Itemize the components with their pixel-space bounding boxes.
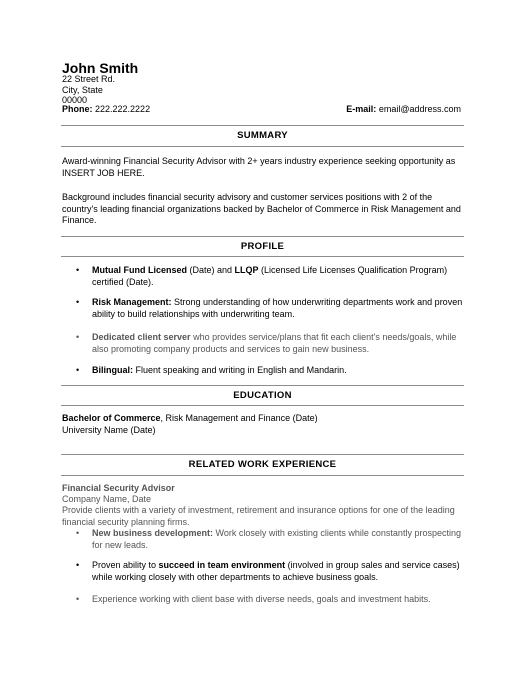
bullet-icon: • [76, 365, 80, 375]
divider [61, 146, 464, 147]
bullet-icon: • [76, 528, 80, 538]
experience-item: • New business development: Work closely with existing clients while constantly prospecting for new leads. [76, 528, 461, 550]
section-heading-education: EDUCATION [233, 390, 292, 401]
bullet-icon: • [76, 265, 80, 275]
phone-line [62, 104, 150, 115]
bullet-icon: • [76, 297, 80, 307]
section-heading-summary: SUMMARY [237, 130, 288, 141]
profile-item: • Bilingual: Fluent speaking and writing in English and Mandarin. [76, 365, 347, 375]
experience-item: • Experience working with client base with diverse needs, goals and investment habits. [76, 594, 431, 604]
section-heading-profile: PROFILE [240, 241, 285, 252]
address-zip: 00000 [62, 95, 88, 105]
phone-number: 222.222.2222 [95, 104, 151, 114]
profile-item: • Mutual Fund Licensed (Date) and LLQP (Licensed Life Licenses Qualification Program) certified (Date). [76, 265, 448, 287]
bullet-icon: • [76, 594, 80, 604]
divider [61, 256, 464, 257]
divider [61, 385, 464, 386]
email-address: email@address.com [378, 104, 461, 114]
candidate-name: John Smith [62, 60, 139, 76]
divider [61, 236, 464, 237]
email-line [346, 104, 461, 115]
job-company: Company Name, Date [62, 494, 152, 504]
bullet-icon: • [76, 332, 80, 342]
email-label: E-mail: [346, 104, 377, 114]
profile-item: • Risk Management: Strong understanding of how underwriting departments work and proven ability to build relationships with underwriting team. [76, 297, 463, 319]
summary-paragraph-1: Award-winning Financial Security Advisor with 2+ years industry experience seeking opportunity as INSERT JOB HERE. [62, 156, 456, 178]
education-school: University Name (Date) [62, 425, 156, 435]
divider [61, 454, 464, 455]
experience-item: • Proven ability to succeed in team environment (involved in group sales and service cases) while working closely with other departments to achieve business goals. [76, 560, 460, 582]
job-title: Financial Security Advisor [62, 483, 175, 493]
job-description: Provide clients with a variety of investment, retirement and insurance options for one of the leading financial security planning firms. [62, 505, 455, 527]
address-city: City, State [62, 85, 103, 95]
divider [61, 475, 464, 476]
section-heading-experience: RELATED WORK EXPERIENCE [188, 459, 337, 470]
divider [61, 405, 464, 406]
education-degree: Bachelor of Commerce, Risk Management and Finance (Date) [62, 413, 318, 423]
phone-label: Phone: [62, 104, 93, 114]
summary-paragraph-2: Background includes financial security advisory and customer services positions with 2 of the country's leading financial organizations backed by Bachelor of Commerce in Risk Management and Finance. [62, 192, 461, 225]
bullet-icon: • [76, 560, 80, 570]
address-street: 22 Street Rd. [62, 74, 116, 84]
profile-item: • Dedicated client server who provides service/plans that fit each client's needs/goals, while also promoting company products and services to gain new business. [76, 332, 457, 354]
divider [61, 125, 464, 126]
